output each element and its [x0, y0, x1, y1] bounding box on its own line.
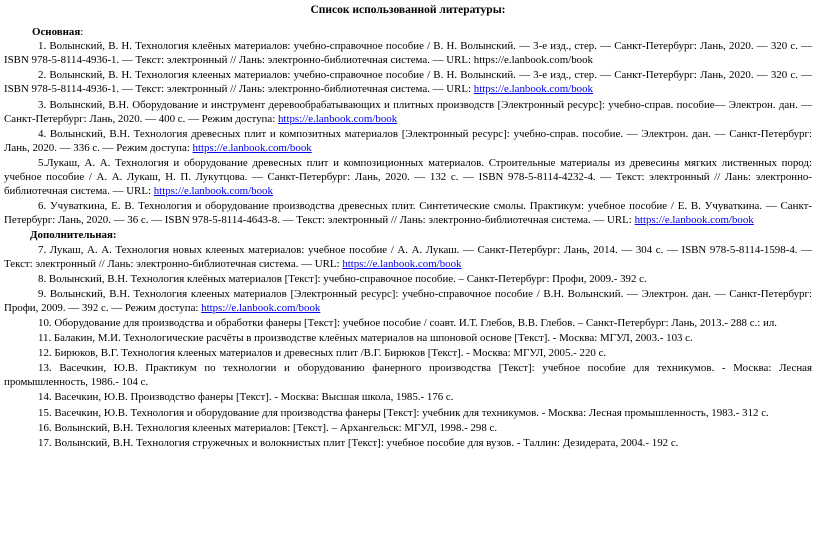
reference-text: 1. Волынский, В. Н. Технология клеёных материалов: учебно-справочное пособие / В. Н. Волынский. — 3-е изд., стер. — Санкт-Петербург: Лань, 2020. — 320 с. — ISBN 978-5-8114-4936-1. — Текст: электронный // Лань: электронно-библиотечная система. — URL: — [4, 40, 812, 67]
reference-item — [4, 361, 812, 389]
reference-link[interactable]: https://e.lanbook.com/book — [192, 141, 312, 154]
reference-item — [4, 39, 812, 67]
reference-text: 16. Волынский, В.Н. Технология клееных материалов: [Текст]. – Архангельск: МГУЛ, 1998.- 298 с. — [38, 421, 498, 434]
main-heading-label: Основная — [32, 26, 81, 39]
reference-text: 12. Бирюков, В.Г. Технология клееных материалов и древесных плит /В.Г. Бирюков [Текст]. - Москва: МГУЛ, 2005.- 220 с. — [38, 347, 607, 360]
reference-text: 9. Волынский, В.Н. Технология клееных материалов [Электронный ресурс]: учебно-справочное пособие / В.Н. Волынский. — Электрон. дан. — Санкт-Петербург: Профи, 2009. — 392 с. — Режим доступа: — [4, 287, 812, 314]
reference-item — [4, 98, 812, 126]
reference-item — [4, 243, 812, 271]
main-literature-heading — [4, 25, 812, 39]
reference-item — [4, 436, 812, 450]
reference-link[interactable]: https://e.lanbook.com/book — [153, 185, 273, 198]
reference-link[interactable]: https://e.lanbook.com/book — [473, 83, 593, 96]
reference-link[interactable]: https://e.lanbook.com/book — [277, 112, 398, 125]
reference-text: 2. Волынский, В. Н. Технология клееных материалов: учебно-справочное пособие / В. Н. Волынский. — 3-е изд., стер. — Санкт-Петербург: Лань, 2020. — 320 с. — ISBN 978-5-8114-4936-1. — Текст: электронный // Лань: электронно-библиотечная система. — URL: — [4, 69, 812, 96]
reference-item — [4, 127, 812, 155]
reference-text: 13. Васечкин, Ю.В. Практикум по технологии и оборудованию фанерного производства [Текст]: учебное пособие для техникумов. - Москва: Лесная промышленность, 1986.- 104 с. — [4, 362, 812, 389]
reference-text: 3. Волынский, В.Н. Оборудование и инструмент деревообрабатывающих и плитных производств [Электронный ресурс]: учебно-справ. пособие— Электрон. дан. — Санкт-Петербург: Лань, 2020. — 400 с. — Режим доступа: — [4, 98, 812, 125]
reference-item — [4, 287, 812, 315]
reference-url: https://e.lanbook.com/book — [473, 54, 593, 67]
reference-text: 6. Учуваткина, Е. В. Технология и оборудование производства древесных плит. Синтетические смолы. Практикум: учебное пособие / Е. В. Учуваткина. — Санкт-Петербург: Лань, 2020. — 36 с. — ISBN 978-5-8114-4643-8. — Текст: электронный // Лань: электронно-библиотечная система. — URL: — [4, 200, 812, 227]
main-heading-colon: : — [80, 26, 84, 39]
main-reference-list — [4, 39, 812, 227]
reference-text: 11. Балакин, М.И. Технологические расчёты в производстве клеёных материалов на шпоновой основе [Текст]. - Москва: МГУЛ, 2003.- 103 с. — [38, 332, 693, 345]
reference-text: 14. Васечкин, Ю.В. Производство фанеры [Текст]. - Москва: Высшая школа, 1985.- 176 с. — [38, 391, 454, 404]
reference-item — [4, 199, 812, 227]
reference-link[interactable]: https://e.lanbook.com/book — [201, 301, 321, 314]
reference-item — [4, 316, 812, 330]
additional-literature-heading: Дополнительная: — [30, 229, 117, 242]
reference-item — [4, 406, 812, 420]
reference-text: 8. Волынский, В.Н. Технология клеёных материалов [Текст]: учебно-справочное пособие. – Санкт-Петербург: Профи, 2009.- 392 с. — [38, 272, 647, 285]
reference-item — [4, 156, 812, 198]
reference-link[interactable]: https://e.lanbook.com/book — [342, 257, 462, 270]
reference-item — [4, 68, 812, 96]
reference-item — [4, 346, 812, 360]
reference-item — [4, 331, 812, 345]
reference-text: 5.Лукаш, А. А. Технология и оборудование древесных плит и композиционных материалов. Строительные материалы из древесины мягких лиственных пород: учебное пособие / А. А. Лукаш, Н. П. Лукутцова. — Санкт-Петербург: Лань, 2020. — 132 с. — ISBN 978-5-8114-4232-4. — Текст: электронный // Лань: электронно-библиотечная система. — URL: — [4, 156, 812, 198]
reference-text: 15. Васечкин, Ю.В. Технология и оборудование для производства фанеры [Текст]: учебник для техникумов. - Москва: Лесная промышленность, 1983.- 312 с. — [38, 406, 769, 419]
reference-item — [4, 421, 812, 435]
reference-item — [4, 272, 812, 286]
reference-text: 4. Волынский, В.Н. Технология древесных плит и композитных материалов [Электронный ресурс]: учебно-справ. пособие. — Электрон. дан. — Санкт-Петербург: Лань, 2020. — 336 с. — Режим доступа: — [4, 127, 812, 154]
reference-text: 17. Волынский, В.Н. Технология стружечных и волокнистых плит [Текст]: учебное пособие для вузов. - Таллин: Дезидерата, 2004.- 192 с. — [38, 436, 679, 449]
reference-item — [4, 390, 812, 404]
page-title: Список использованной литературы: — [310, 4, 506, 16]
additional-reference-list — [4, 243, 812, 450]
reference-text: 7. Лукаш, А. А. Технология новых клееных материалов: учебное пособие / А. А. Лукаш. — Санкт-Петербург: Лань, 2014. — 304 с. — ISBN 978-5-8114-1598-4. — Текст: электронный // Лань: электронно-библиотечная система. — URL: — [4, 243, 812, 270]
reference-link[interactable]: https://e.lanbook.com/book — [634, 214, 754, 227]
reference-text: 10. Оборудование для производства и обработки фанеры [Текст]: учебное пособие / соавт. И.Т. Глебов, В.В. Глебов. – Санкт-Петербург: Лань, 2013.- 288 с.: ил. — [38, 316, 778, 329]
